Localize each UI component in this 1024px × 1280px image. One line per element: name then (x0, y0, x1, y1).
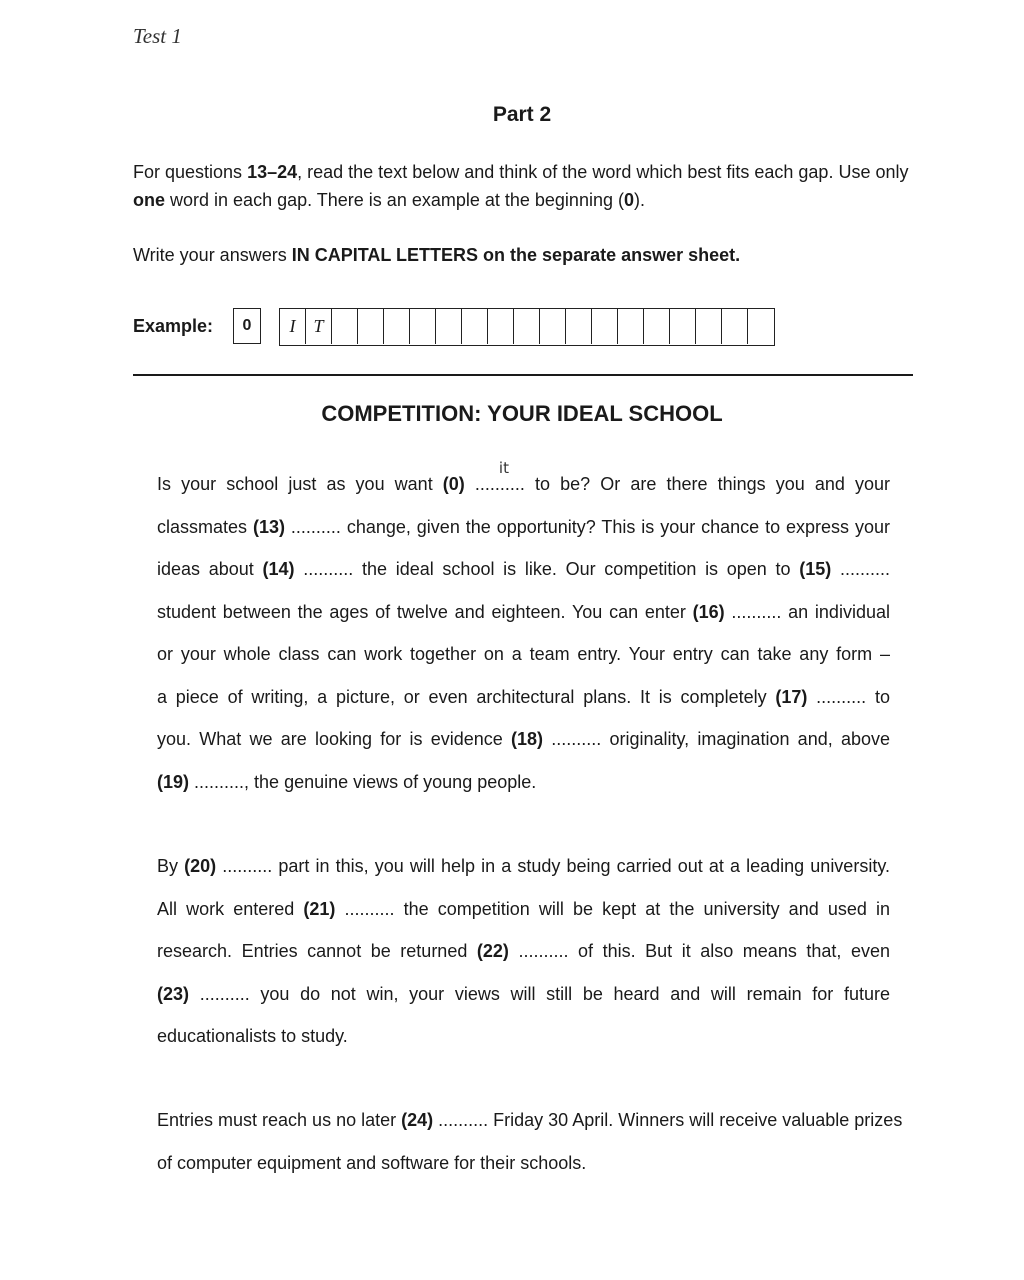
instructions-text: , read the text below and think of the word which best fits each gap. Use only (297, 162, 909, 182)
gap: .......... (839, 559, 890, 579)
example-row (133, 308, 833, 348)
gap-number: (19) (157, 771, 190, 792)
instructions-text: For questions (133, 162, 248, 182)
handwritten-answer: it (498, 459, 509, 477)
gap: .......... (303, 559, 354, 579)
example-letter-box (748, 309, 774, 344)
example-letter-box (332, 309, 358, 344)
example-letter-box (358, 309, 384, 344)
example-letter-box (384, 309, 410, 344)
instructions (133, 158, 923, 214)
gap-number: (24) (401, 1110, 434, 1130)
part-title: Part 2 (492, 103, 552, 126)
paragraph-3 (157, 1107, 903, 1192)
instructions-text: word in each gap. There is an example at the beginning ( (165, 190, 624, 210)
text-line: By (20) .......... part in this, you will help in a study being carried out at a leading university. (157, 856, 890, 876)
text-line: (23) .......... you do not win, your views will still be heard and will remain for future (157, 983, 890, 1004)
example-letter-box: T (306, 309, 332, 344)
gap-number: (18) (510, 729, 543, 749)
question-range: 13–24 (247, 162, 298, 182)
example-letter-box (592, 309, 618, 344)
text-line: of computer equipment and software for their schools. (157, 1152, 587, 1173)
example-letter-box (644, 309, 670, 344)
example-letter-box (462, 309, 488, 344)
gap: .......... (438, 1110, 489, 1130)
gap-number: (14) (262, 559, 295, 579)
instructions-text: Write your answers (133, 245, 292, 265)
gap-number: (17) (775, 686, 808, 707)
gap: .......... (518, 941, 569, 961)
gap: .......... (222, 856, 273, 876)
gap: .......... (194, 771, 245, 792)
text-line: ideas about (14) .......... the ideal school is like. Our competition is open to (15) .......... (157, 559, 890, 579)
example-label: Example: (133, 316, 214, 336)
paragraph-2 (157, 853, 890, 1066)
gap: .......... (731, 601, 782, 622)
example-letter-box (436, 309, 462, 344)
text-line: All work entered (21) .......... the competition will be kept at the university and used in (157, 898, 890, 919)
example-letter-box: I (280, 309, 306, 344)
instructions-emphasis: 0 (623, 190, 634, 210)
text-line: Is your school just as you want (0) .......... it to be? Or are there things you and your (157, 471, 890, 514)
example-letter-box (722, 309, 748, 344)
text-line: Entries must reach us no later (24) .......... Friday 30 April. Winners will receive valuable prizes (157, 1110, 903, 1130)
gap-number: (20) (184, 856, 217, 876)
example-letter-box (540, 309, 566, 344)
text-line: you. What we are looking for is evidence (18) .......... originality, imagination and, above (157, 729, 890, 749)
competition-title: COMPETITION: YOUR IDEAL SCHOOL (321, 401, 723, 426)
text-line: student between the ages of twelve and eighteen. You can enter (16) .......... an individual (157, 601, 890, 622)
instructions-emphasis: IN CAPITAL LETTERS on the separate answer sheet. (291, 245, 741, 265)
example-letter-box (410, 309, 436, 344)
gap: .......... (551, 729, 602, 749)
gap: .......... (344, 898, 395, 919)
example-letter-box (514, 309, 540, 344)
example-letter-box (566, 309, 592, 344)
answer-sheet-instruction (133, 241, 923, 269)
gap-number: (22) (476, 941, 509, 961)
example-number-box: 0 (233, 308, 261, 344)
gap: .......... (816, 686, 867, 707)
instructions-emphasis: one (133, 190, 166, 210)
gap-number: (23) (157, 983, 190, 1004)
gap-number: (0) (442, 474, 465, 494)
gap-number: (16) (692, 601, 725, 622)
example-letter-box (670, 309, 696, 344)
gap: .......... (290, 516, 341, 537)
example-letter-box (696, 309, 722, 344)
example-gap: .......... it (475, 471, 525, 497)
instructions-text: ). (634, 190, 645, 210)
example-answer-boxes (279, 308, 775, 346)
text-line: (19) .........., the genuine views of young people. (157, 771, 537, 792)
gap: .......... (199, 983, 250, 1004)
text-line: a piece of writing, a picture, or even architectural plans. It is completely (17) .......... to (157, 686, 890, 707)
gap-number: (15) (799, 559, 832, 579)
gap-number: (13) (252, 516, 285, 537)
divider (133, 374, 913, 376)
text-line: classmates (13) .......... change, given the opportunity? This is your chance to express your (157, 516, 890, 537)
example-letter-box (618, 309, 644, 344)
text-line: educationalists to study. (157, 1026, 348, 1046)
text-line: or your whole class can work together on a team entry. Your entry can take any form – (157, 644, 890, 664)
text-line: research. Entries cannot be returned (22) .......... of this. But it also means that, even (157, 941, 890, 961)
gap-number: (21) (303, 898, 336, 919)
test-label: Test 1 (133, 24, 182, 48)
example-letter-box (488, 309, 514, 344)
paragraph-1 (157, 459, 890, 811)
